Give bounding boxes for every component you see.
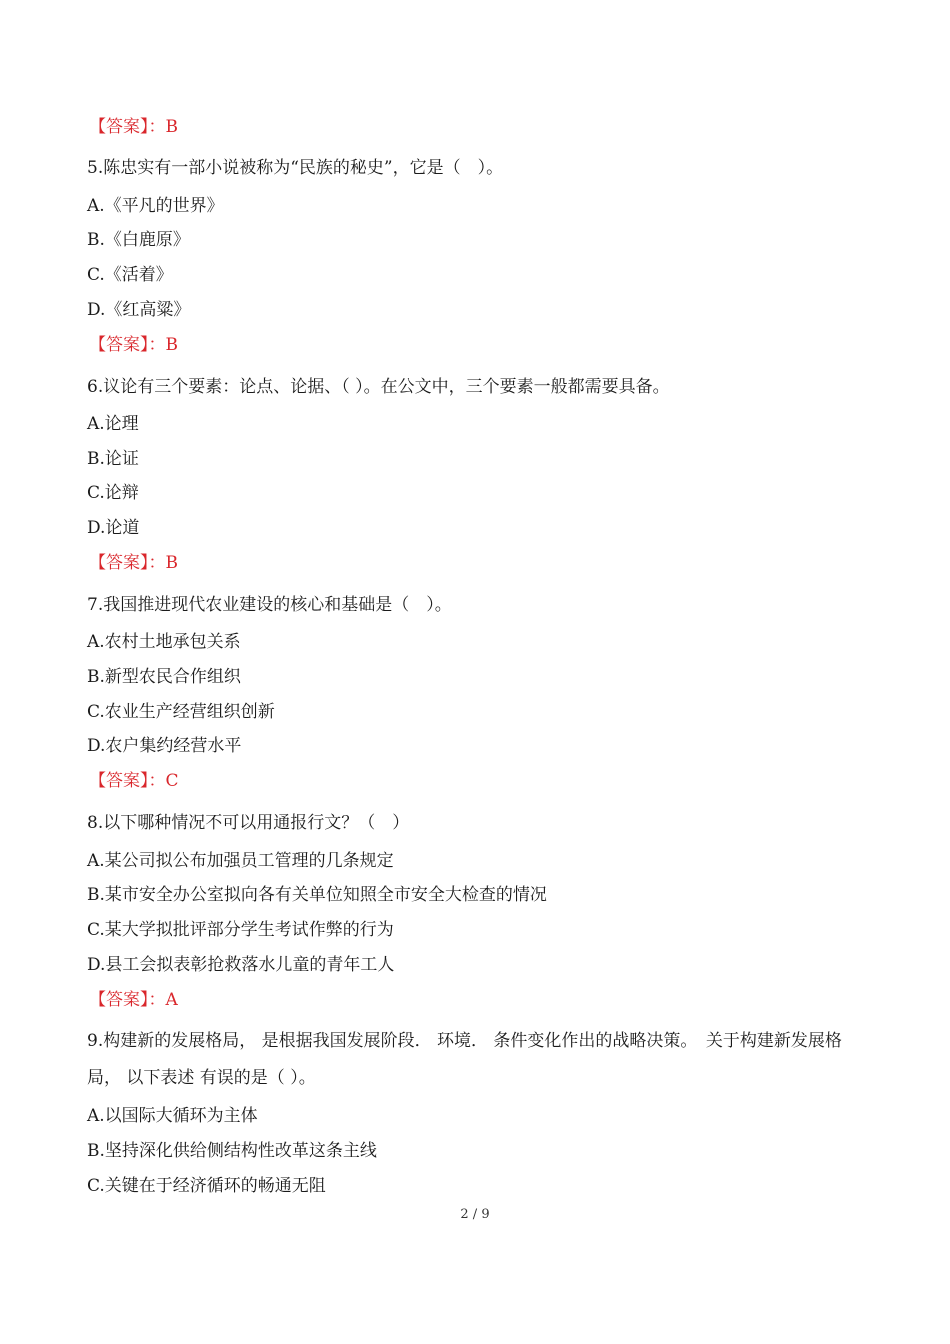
option-5a: A.《平凡的世界》 [87,196,224,216]
option-9a: A.以国际大循环为主体 [87,1106,258,1126]
question-6: 6.议论有三个要素：论点、论据、（ ）。在公文中，三个要素一般都需要具备。 [87,377,670,397]
option-6c: C.论辩 [87,483,139,503]
option-7a: A.农村土地承包关系 [87,632,241,652]
option-5c: C.《活着》 [87,265,173,285]
answer-line: 【答案】：B [89,335,178,355]
answer-line: 【答案】：B [89,117,178,137]
option-6d: D.论道 [87,518,140,538]
answer-line: 【答案】：C [89,771,179,791]
question-8: 8.以下哪种情况不可以用通报行文？（ ） [87,813,410,833]
answer-line: 【答案】：B [89,553,178,573]
option-9c: C.关键在于经济循环的畅通无阻 [87,1176,326,1196]
option-5b: B.《白鹿原》 [87,230,190,250]
option-5d: D.《红高粱》 [87,300,191,320]
option-7d: D.农户集约经营水平 [87,736,242,756]
option-8d: D.县工会拟表彰抢救落水儿童的青年工人 [87,955,395,975]
option-7c: C.农业生产经营组织创新 [87,702,275,722]
question-7: 7.我国推进现代农业建设的核心和基础是（ ）。 [87,595,452,615]
option-6a: A.论理 [87,414,139,434]
option-8a: A.某公司拟公布加强员工管理的几条规定 [87,851,394,871]
option-6b: B.论证 [87,449,139,469]
option-7b: B.新型农民合作组织 [87,667,241,687]
option-9b: B.坚持深化供给侧结构性改革这条主线 [87,1141,377,1161]
option-8b: B.某市安全办公室拟向各有关单位知照全市安全大检查的情况 [87,885,547,905]
option-8c: C.某大学拟批评部分学生考试作弊的行为 [87,920,394,940]
question-5: 5.陈忠实有一部小说被称为“民族的秘史”，它是（ ）。 [87,158,504,178]
answer-line: 【答案】：A [89,990,178,1010]
page-number: 2 / 9 [460,1207,490,1222]
question-9: 9.构建新的发展格局， 是根据我国发展阶段． 环境． 条件变化作出的战略决策。 关于构建新发展格局， 以下表述 有误的是（ ）。 [87,1031,842,1088]
